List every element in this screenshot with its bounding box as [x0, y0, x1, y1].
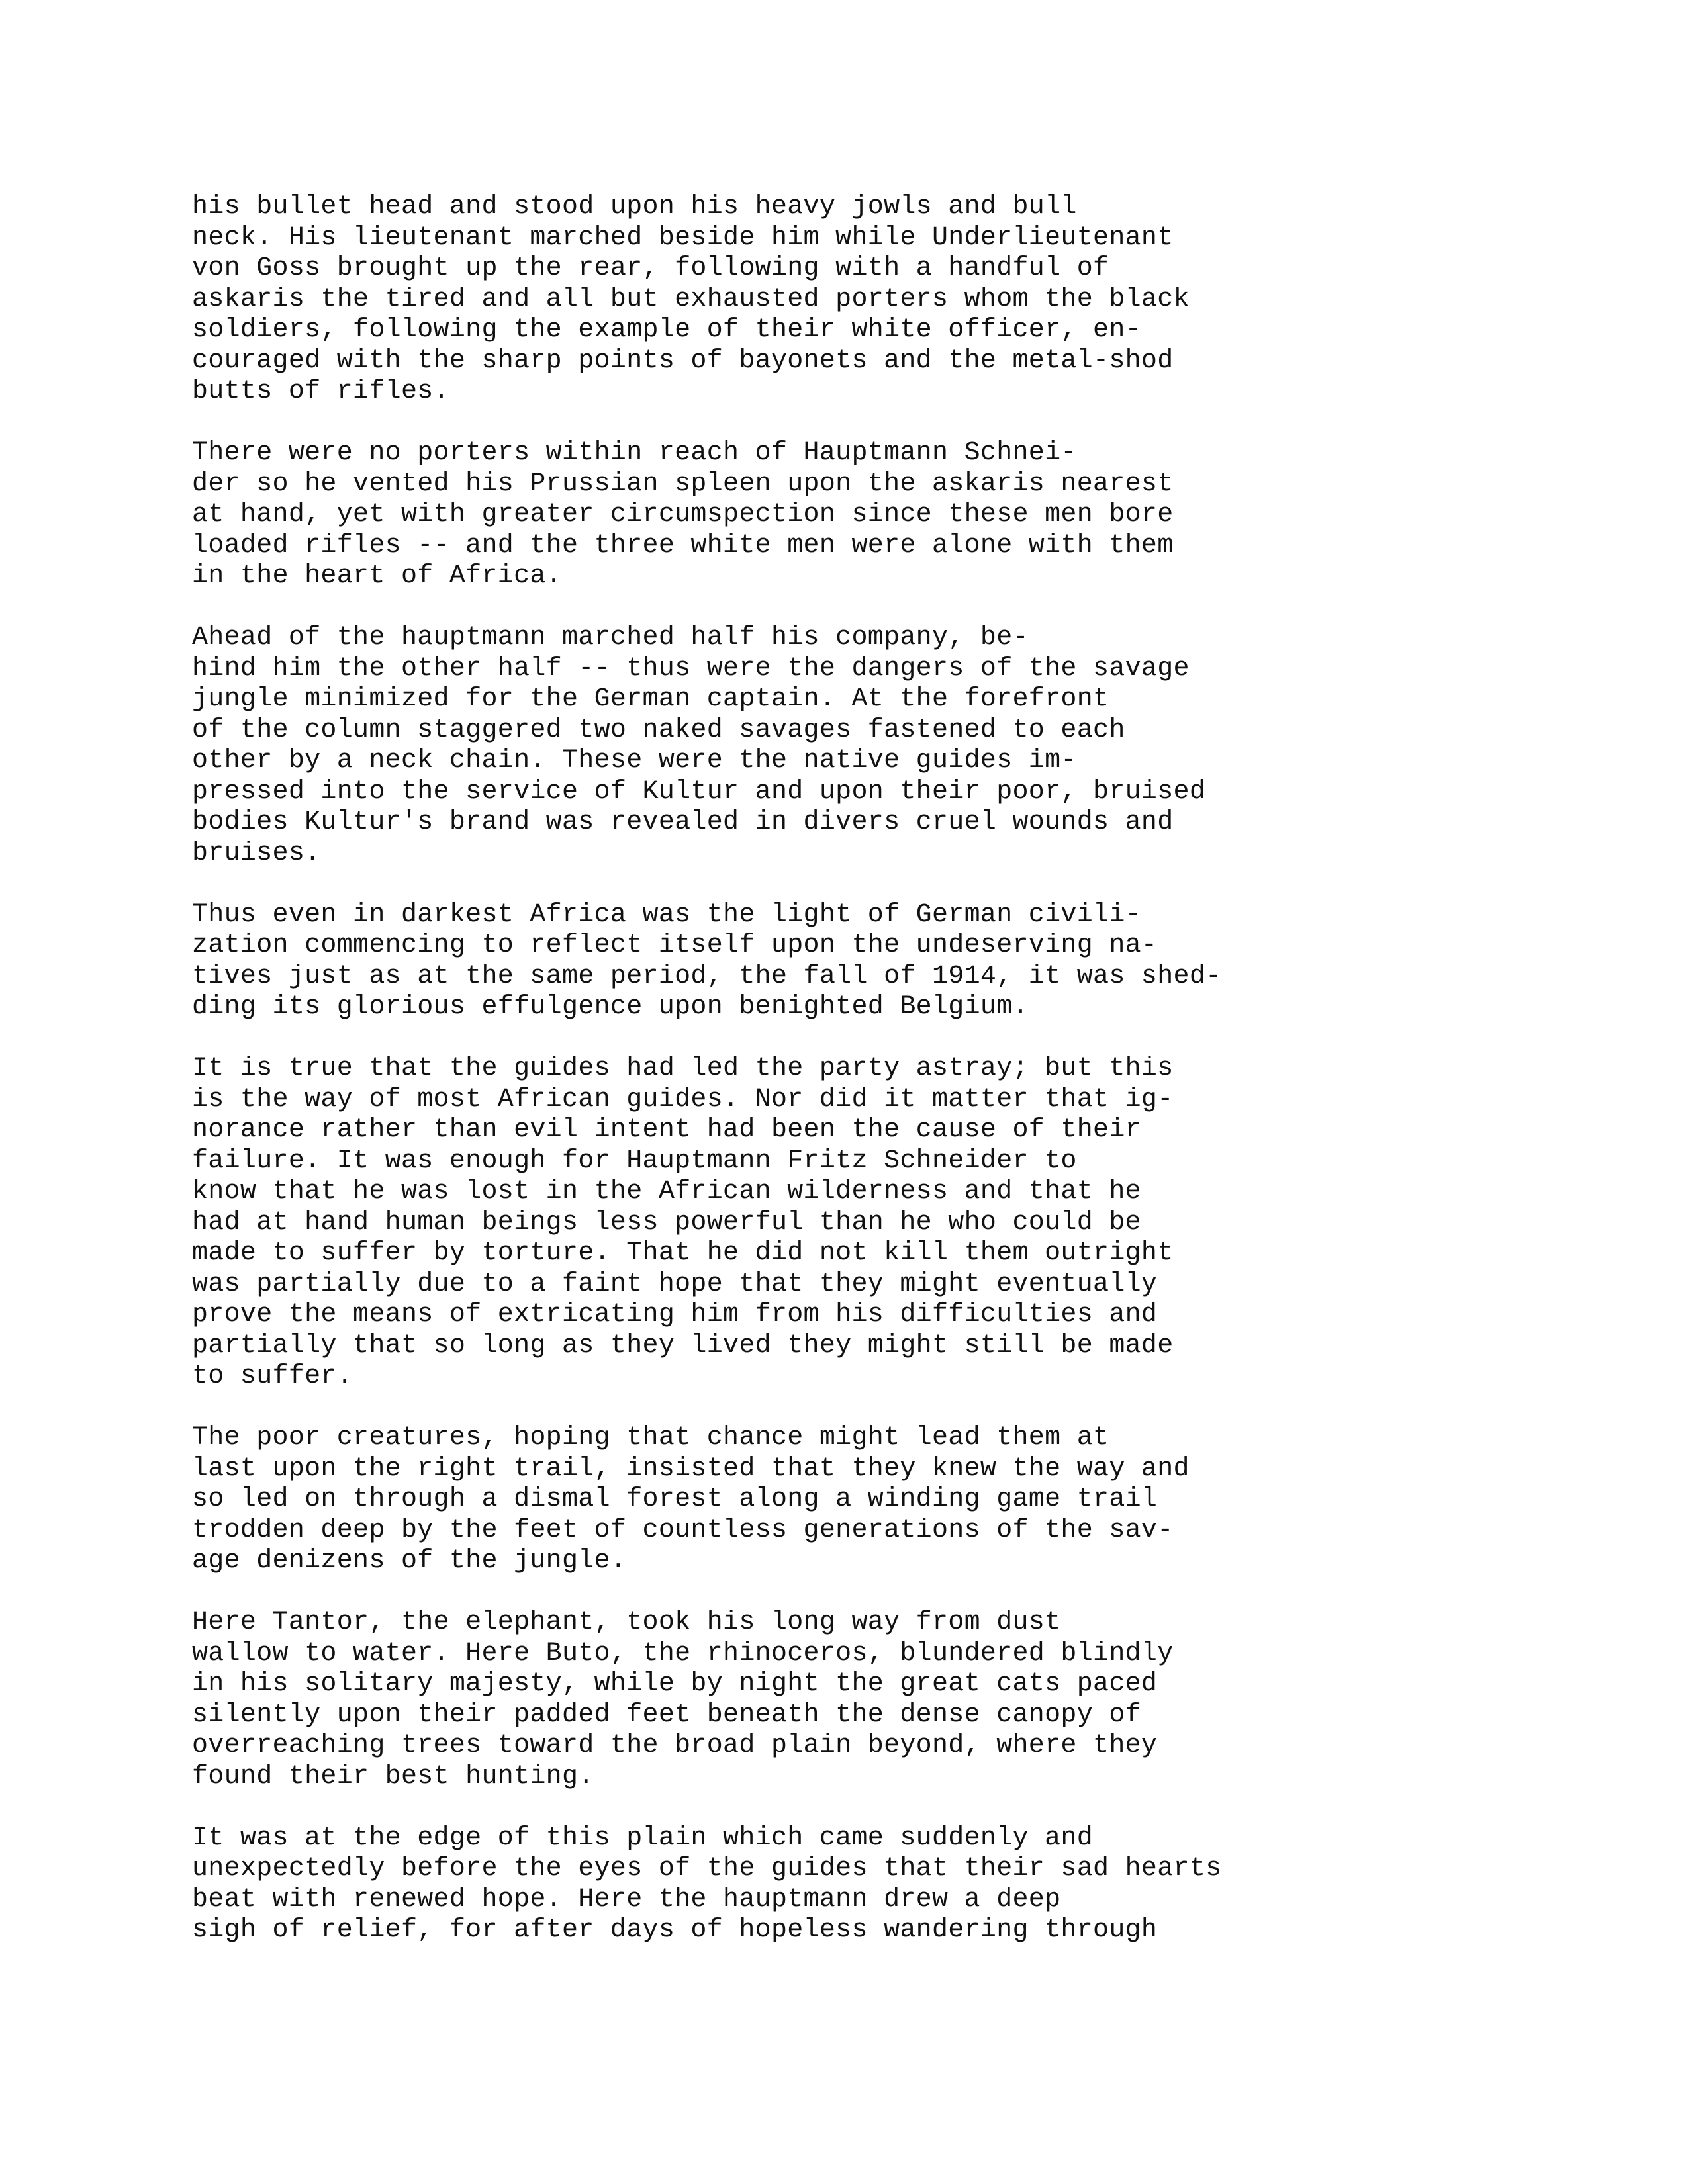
- text-line: It was at the edge of this plain which came suddenly and: [192, 1823, 1094, 1853]
- paragraph: [192, 1608, 1516, 1792]
- text-line: Ahead of the hauptmann marched half his company, be-: [192, 623, 1029, 653]
- text-line: tives just as at the same period, the fall of 1914, it was shed-: [192, 961, 1222, 991]
- paragraph: [192, 1054, 1516, 1392]
- text-line: couraged with the sharp points of bayonets and the metal-shod: [192, 345, 1174, 376]
- text-line: zation commencing to reflect itself upon the undeserving na-: [192, 931, 1158, 960]
- text-line: hind him the other half -- thus were the dangers of the savage: [192, 653, 1190, 684]
- text-line: soldiers, following the example of their white officer, en-: [192, 315, 1141, 345]
- text-line: last upon the right trail, insisted that they knew the way and: [192, 1453, 1190, 1484]
- text-line: norance rather than evil intent had been the cause of their: [192, 1115, 1141, 1145]
- text-line: was partially due to a faint hope that they might eventually: [192, 1269, 1158, 1299]
- text-line: age denizens of the jungle.: [192, 1546, 627, 1576]
- text-line: to suffer.: [192, 1361, 353, 1391]
- body-text: [192, 192, 1516, 1977]
- paragraph: [192, 192, 1516, 408]
- text-line: wallow to water. Here Buto, the rhinoceros, blundered blindly: [192, 1638, 1174, 1668]
- text-line: partially that so long as they lived they might still be made: [192, 1330, 1174, 1361]
- text-line: failure. It was enough for Hauptmann Fritz Schneider to: [192, 1146, 1077, 1176]
- text-line: von Goss brought up the rear, following with a handful of: [192, 253, 1109, 283]
- text-line: unexpectedly before the eyes of the guides that their sad hearts: [192, 1854, 1222, 1884]
- paragraph: [192, 1423, 1516, 1577]
- text-line: neck. His lieutenant marched beside him while Underlieutenant: [192, 222, 1174, 253]
- text-line: prove the means of extricating him from his difficulties and: [192, 1300, 1158, 1330]
- text-line: other by a neck chain. These were the native guides im-: [192, 746, 1077, 776]
- text-line: sigh of relief, for after days of hopeless wandering through: [192, 1915, 1158, 1945]
- text-line: loaded rifles -- and the three white men were alone with them: [192, 530, 1174, 561]
- text-line: Here Tantor, the elephant, took his long way from dust: [192, 1608, 1061, 1637]
- text-line: know that he was lost in the African wilderness and that he: [192, 1177, 1141, 1206]
- paragraph: [192, 900, 1516, 1023]
- text-line: pressed into the service of Kultur and upon their poor, bruised: [192, 776, 1206, 807]
- text-line: so led on through a dismal forest along a winding game trail: [192, 1484, 1158, 1514]
- text-line: is the way of most African guides. Nor did it matter that ig-: [192, 1084, 1174, 1115]
- text-line: butts of rifles.: [192, 377, 449, 406]
- text-line: in his solitary majesty, while by night the great cats paced: [192, 1669, 1158, 1699]
- text-line: jungle minimized for the German captain. At the forefront: [192, 684, 1109, 714]
- text-line: Thus even in darkest Africa was the light of German civili-: [192, 899, 1141, 930]
- text-line: in the heart of Africa.: [192, 561, 562, 591]
- text-line: found their best hunting.: [192, 1761, 594, 1792]
- text-line: beat with renewed hope. Here the hauptmann drew a deep: [192, 1884, 1061, 1915]
- text-line: der so he vented his Prussian spleen upon the askaris nearest: [192, 469, 1174, 499]
- paragraph: [192, 623, 1516, 869]
- text-line: overreaching trees toward the broad plain beyond, where they: [192, 1731, 1158, 1760]
- text-line: There were no porters within reach of Hauptmann Schnei-: [192, 438, 1077, 468]
- text-line: It is true that the guides had led the party astray; but this: [192, 1054, 1174, 1083]
- text-line: his bullet head and stood upon his heavy jowls and bull: [192, 192, 1077, 222]
- text-line: at hand, yet with greater circumspection since these men bore: [192, 500, 1174, 529]
- text-line: bodies Kultur's brand was revealed in divers cruel wounds and: [192, 807, 1174, 837]
- text-line: of the column staggered two naked savages fastened to each: [192, 715, 1125, 745]
- text-line: The poor creatures, hoping that chance might lead them at: [192, 1423, 1109, 1453]
- text-line: made to suffer by torture. That he did not kill them outright: [192, 1238, 1174, 1268]
- paragraph: [192, 1823, 1516, 1946]
- text-line: ding its glorious effulgence upon benighted Belgium.: [192, 992, 1029, 1022]
- text-line: trodden deep by the feet of countless generations of the sav-: [192, 1515, 1174, 1545]
- paragraph: [192, 438, 1516, 592]
- text-line: silently upon their padded feet beneath the dense canopy of: [192, 1700, 1141, 1730]
- text-line: askaris the tired and all but exhausted porters whom the black: [192, 284, 1190, 314]
- text-line: bruises.: [192, 838, 321, 868]
- text-line: had at hand human beings less powerful than he who could be: [192, 1207, 1141, 1238]
